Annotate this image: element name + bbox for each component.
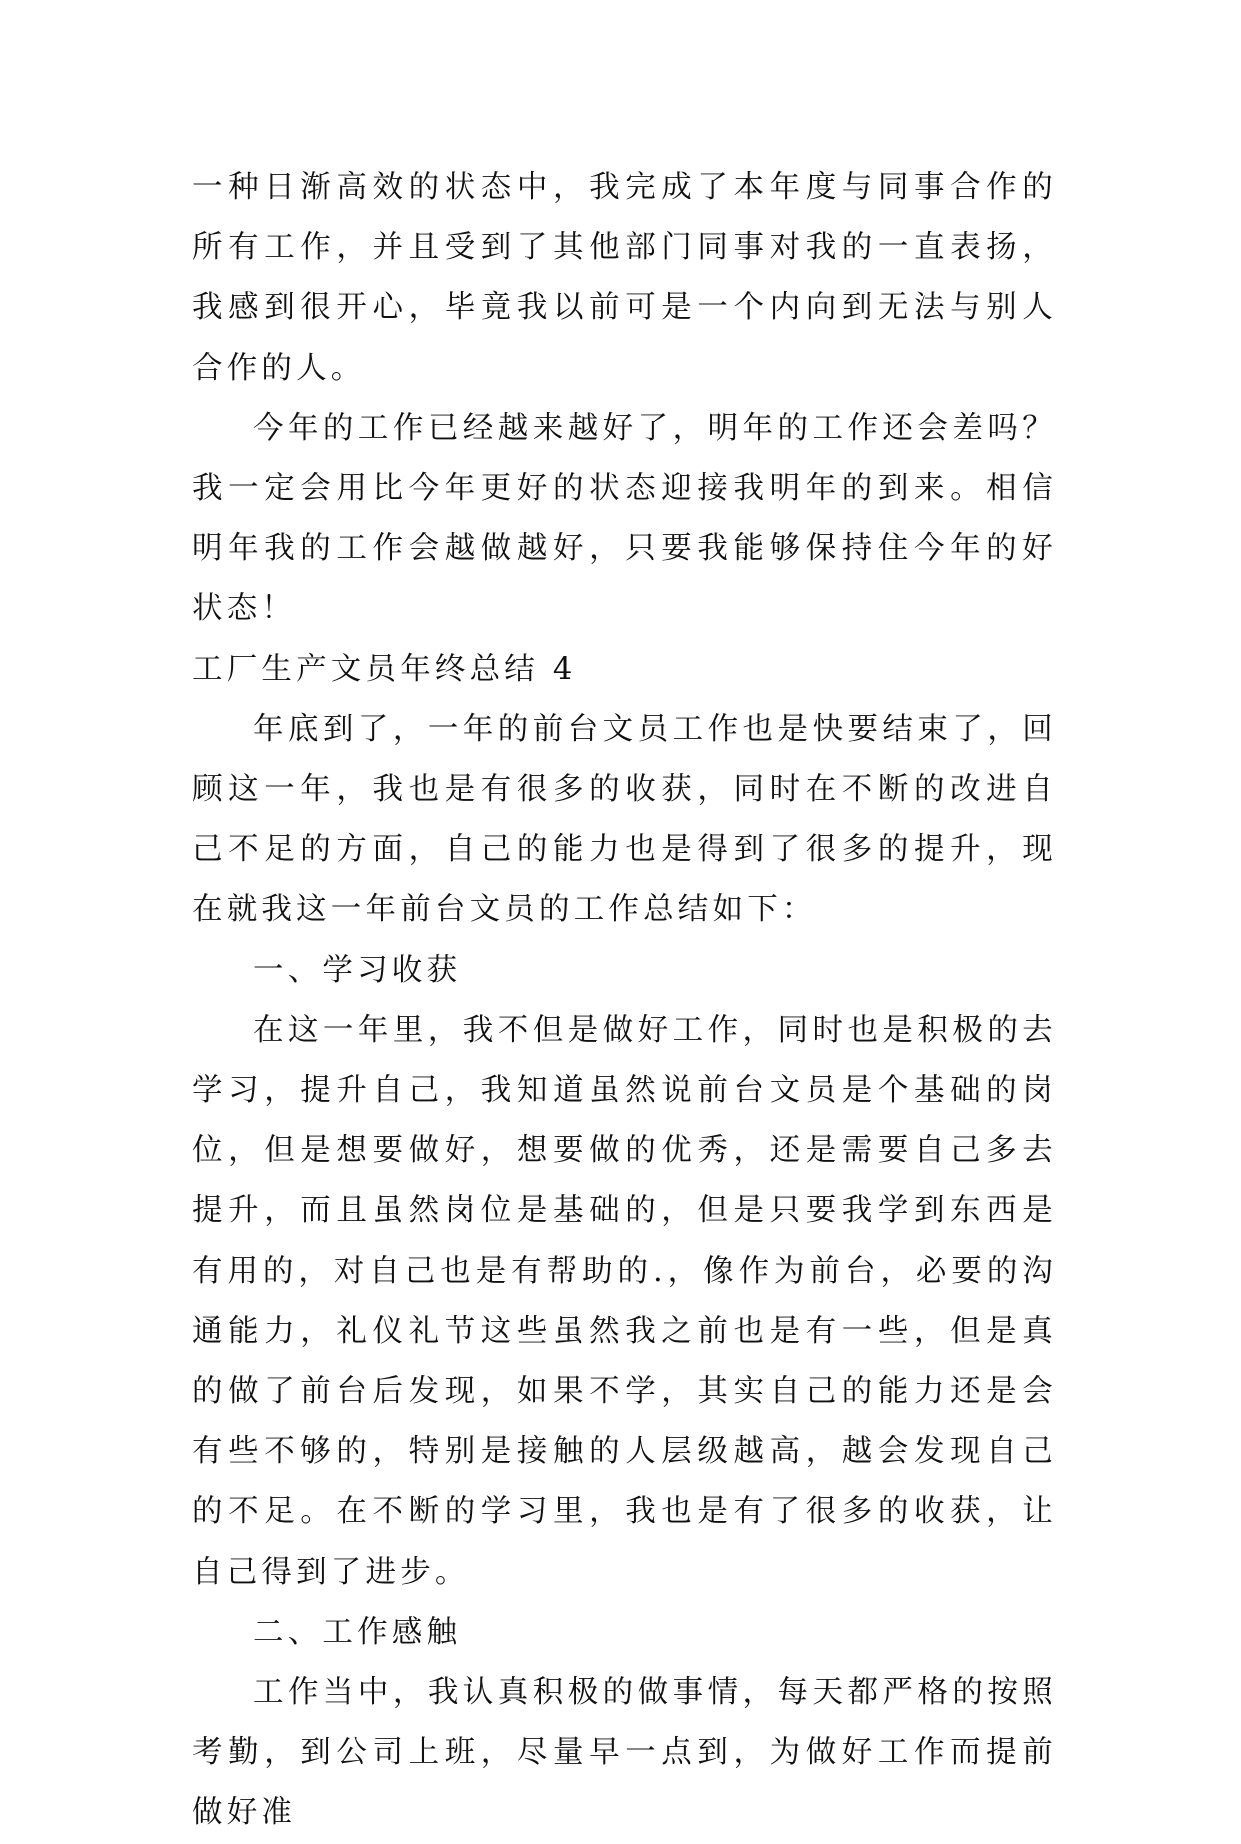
section-title-summary-4: 工厂生产文员年终总结 4 — [192, 651, 577, 687]
paragraph-learning: 在这一年里，我不但是做好工作，同时也是积极的去学习，提升自己，我知道虽然说前台文员是个基础的岗位，但是想要做好，想要做的优秀，还是需要自己多去提升，而且虽然岗位是基础的，但是只要我学到东西是有用的，对自己也是有帮助的.，像作为前台，必要的沟通能力，礼仪礼节这些虽然我之前也是有一些，但是真的做了前台后发现，如果不学，其实自己的能力还是会有些不够的，特别是接触的人层级越高，越会发现自己的不足。在不断的学习里，我也是有了很多的收获，让自己得到了进步。 — [192, 1012, 1057, 1590]
subheading-work-reflection: 二、工作感触 — [253, 1614, 462, 1650]
subheading-learning-gains: 一、学习收获 — [253, 952, 462, 988]
paragraph-intro: 年底到了，一年的前台文员工作也是快要结束了，回顾这一年，我也是有很多的收获，同时在不断的改进自己不足的方面，自己的能力也是得到了很多的提升，现在就我这一年前台文员的工作总结如下： — [192, 711, 1057, 928]
paragraph-work: 工作当中，我认真积极的做事情，每天都严格的按照考勤，到公司上班，尽量早一点到，为做好工作而提前做好准 — [192, 1675, 1057, 1831]
paragraph-continuation: 一种日渐高效的状态中，我完成了本年度与同事合作的所有工作，并且受到了其他部门同事对我的一直表扬，我感到很开心，毕竟我以前可是一个内向到无法与别人合作的人。 — [192, 170, 1057, 386]
document-page — [192, 158, 1057, 1844]
paragraph-next-year-outlook: 今年的工作已经越来越好了，明年的工作还会差吗？我一定会用比今年更好的状态迎接我明年的到来。相信明年我的工作会越做越好，只要我能够保持住今年的好状态！ — [192, 410, 1057, 627]
